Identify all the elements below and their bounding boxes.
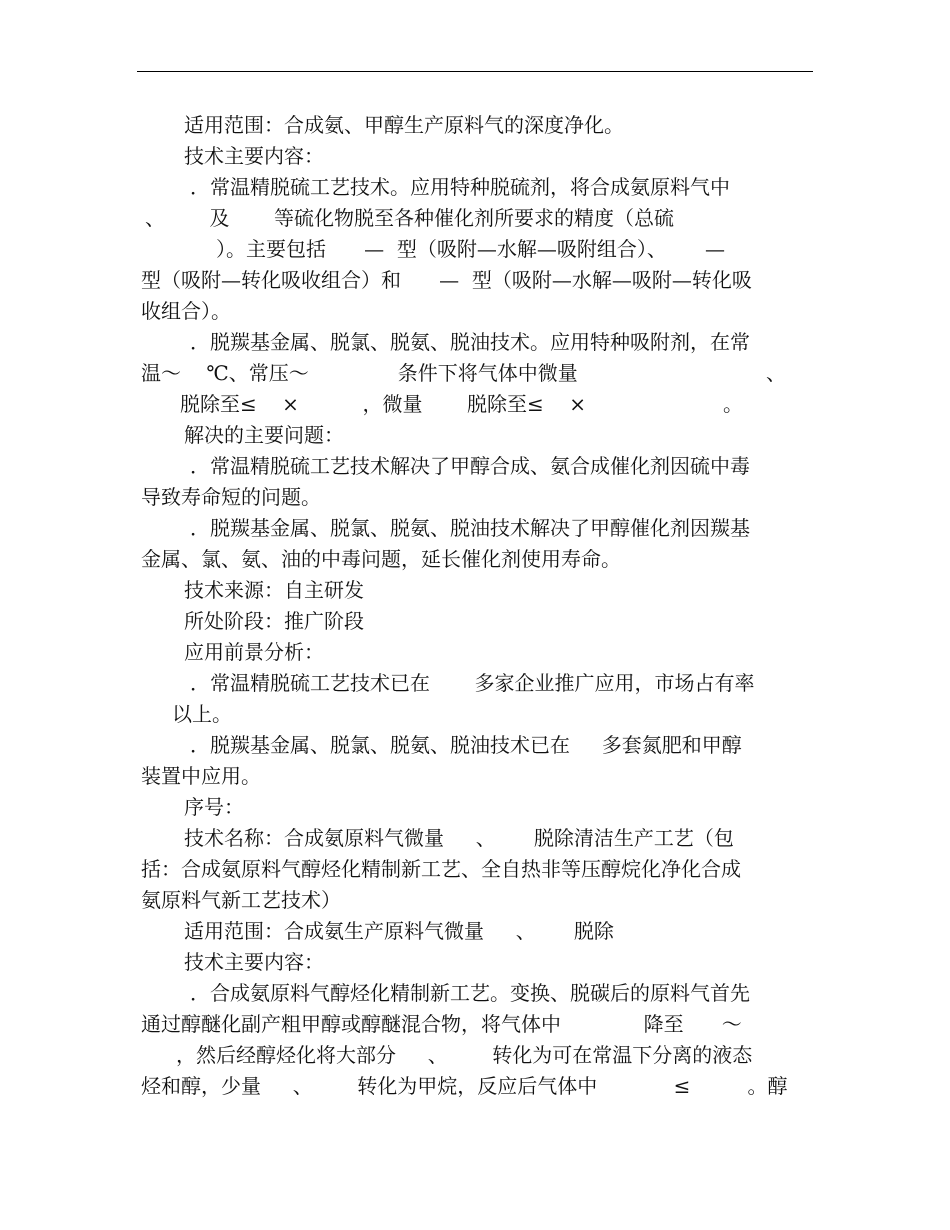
text-line: ．脱羰基金属、脱氯、脱氨、脱油技术已在 多套氮肥和甲醇 [190,733,742,757]
text-line: 技术名称：合成氨原料气微量 、 脱除清洁生产工艺（包 [184,826,734,850]
text-line: 技术主要内容： [184,950,324,974]
text-line: 技术主要内容： [184,144,324,168]
text-line: ，然后经醇烃化将大部分 、 转化为可在常温下分离的液态 [176,1043,753,1067]
header-rule [137,71,813,72]
text-line: ．常温精脱硫工艺技术已在 多家企业推广应用，市场占有率 [190,671,755,695]
text-line: 以上。 [172,702,232,726]
text-line: 装置中应用。 [141,764,261,788]
text-line: 技术来源：自主研发 [184,578,364,602]
text-line: 序号： [184,795,244,819]
text-line: 适用范围：合成氨、甲醇生产原料气的深度净化。 [184,113,624,137]
text-line: 解决的主要问题： [184,423,344,447]
text-line: 烃和醇，少量 、 转化为甲烷，反应后气体中 ≤ 。醇 [141,1074,788,1098]
text-line: 脱除至≤ × ，微量 脱除至≤ × [180,392,586,416]
text-line: ．常温精脱硫工艺技术解决了甲醇合成、氨合成催化剂因硫中毒 [190,454,750,478]
text-line: 氨原料气新工艺技术） [141,888,341,912]
text-line: 。 [723,392,743,416]
text-line: 温～ ℃、常压～ 条件下将气体中微量 [141,361,578,385]
text-line: 所处阶段：推广阶段 [184,609,364,633]
text-line: 金属、氯、氨、油的中毒问题，延长催化剂使用寿命。 [141,547,621,571]
text-line: 导致寿命短的问题。 [141,485,321,509]
text-line: 应用前景分析： [184,640,324,664]
text-line: ．脱羰基金属、脱氯、脱氨、脱油技术解决了甲醇催化剂因羰基 [190,516,750,540]
text-line: 、 及 等硫化物脱至各种催化剂所要求的精度（总硫 [145,206,675,230]
text-line: 型（吸附—转化吸收组合）和 — 型（吸附—水解—吸附—转化吸 [141,268,752,292]
text-line: 、 [766,361,786,385]
text-line: ．合成氨原料气醇烃化精制新工艺。变换、脱碳后的原料气首先 [190,981,750,1005]
text-line: 括：合成氨原料气醇烃化精制新工艺、全自热非等压醇烷化净化合成 [141,857,741,881]
text-line: 适用范围：合成氨生产原料气微量 、 脱除 [184,919,614,943]
text-line: ）。主要包括 — 型（吸附—水解—吸附组合）、 — [216,237,726,261]
text-line: ．常温精脱硫工艺技术。应用特种脱硫剂，将合成氨原料气中 [190,175,730,199]
text-line: 通过醇醚化副产粗甲醇或醇醚混合物，将气体中 降至 ～ [141,1012,742,1036]
text-line: ．脱羰基金属、脱氯、脱氨、脱油技术。应用特种吸附剂，在常 [190,330,750,354]
text-line: 收组合）。 [141,299,231,323]
